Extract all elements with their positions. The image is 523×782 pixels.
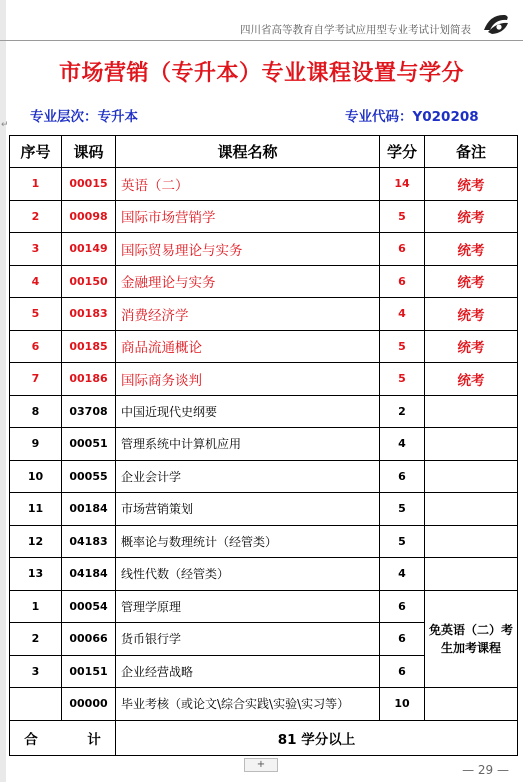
row-course-name: 市场营销策划 bbox=[116, 493, 380, 526]
table-row bbox=[10, 428, 518, 461]
margin-marker: ↵ bbox=[1, 120, 9, 130]
row-credit: 5 bbox=[380, 493, 425, 526]
row-course-name: 线性代数（经管类） bbox=[116, 558, 380, 591]
row-code: 04184 bbox=[62, 558, 116, 591]
row-code: 00149 bbox=[62, 233, 116, 266]
row-code: 00183 bbox=[62, 298, 116, 331]
page-add-tab[interactable]: + bbox=[244, 758, 278, 772]
program-code: 专业代码：Y020208 bbox=[345, 109, 479, 125]
page-number: — 29 — bbox=[462, 763, 509, 777]
row-note: 统考 bbox=[425, 200, 518, 233]
row-credit: 5 bbox=[380, 363, 425, 396]
row-code: 00066 bbox=[62, 623, 116, 656]
row-credit: 6 bbox=[380, 590, 425, 623]
row-course-name: 国际贸易理论与实务 bbox=[116, 233, 380, 266]
table-row bbox=[10, 200, 518, 233]
table-row bbox=[10, 395, 518, 428]
row-note: 统考 bbox=[425, 363, 518, 396]
header-seq: 序号 bbox=[10, 136, 62, 168]
row-code: 00055 bbox=[62, 460, 116, 493]
row-code: 00098 bbox=[62, 200, 116, 233]
row-seq: 2 bbox=[10, 200, 62, 233]
row-note-empty bbox=[425, 688, 518, 721]
table-row bbox=[10, 525, 518, 558]
row-note: 统考 bbox=[425, 265, 518, 298]
row-credit: 4 bbox=[380, 298, 425, 331]
row-note-empty bbox=[425, 460, 518, 493]
row-seq: 12 bbox=[10, 525, 62, 558]
row-note: 统考 bbox=[425, 298, 518, 331]
table-row bbox=[10, 233, 518, 266]
row-seq: 10 bbox=[10, 460, 62, 493]
row-seq: 3 bbox=[10, 233, 62, 266]
row-code: 00000 bbox=[62, 688, 116, 721]
header-course-name: 课程名称 bbox=[116, 136, 380, 168]
row-code: 03708 bbox=[62, 395, 116, 428]
row-course-name: 英语（二） bbox=[116, 168, 380, 201]
row-note-empty bbox=[425, 493, 518, 526]
row-credit: 14 bbox=[380, 168, 425, 201]
row-course-name: 国际市场营销学 bbox=[116, 200, 380, 233]
row-code: 04183 bbox=[62, 525, 116, 558]
row-course-name: 毕业考核（或论文\综合实践\实验\实习等） bbox=[116, 688, 380, 721]
table-row bbox=[10, 460, 518, 493]
row-seq: 7 bbox=[10, 363, 62, 396]
total-label bbox=[10, 720, 116, 755]
table-header-row bbox=[10, 136, 518, 168]
table-row bbox=[10, 558, 518, 591]
running-header-title: 四川省高等教育自学考试应用型专业考试计划简表 bbox=[240, 24, 471, 36]
row-code: 00015 bbox=[62, 168, 116, 201]
row-note-empty bbox=[425, 525, 518, 558]
row-seq: 1 bbox=[10, 590, 62, 623]
row-code: 00054 bbox=[62, 590, 116, 623]
header-credit: 学分 bbox=[380, 136, 425, 168]
row-credit: 2 bbox=[380, 395, 425, 428]
row-course-name: 管理系统中计算机应用 bbox=[116, 428, 380, 461]
row-seq: 2 bbox=[10, 623, 62, 656]
row-note-empty bbox=[425, 428, 518, 461]
header-note: 备注 bbox=[425, 136, 518, 168]
row-course-name: 管理学原理 bbox=[116, 590, 380, 623]
exam-logo-icon bbox=[481, 10, 511, 36]
row-code: 00184 bbox=[62, 493, 116, 526]
row-credit: 6 bbox=[380, 233, 425, 266]
row-seq: 1 bbox=[10, 168, 62, 201]
left-margin-bar bbox=[0, 0, 6, 782]
row-credit: 6 bbox=[380, 655, 425, 688]
row-note-empty bbox=[425, 558, 518, 591]
row-seq: 13 bbox=[10, 558, 62, 591]
row-credit: 10 bbox=[380, 688, 425, 721]
row-code: 00051 bbox=[62, 428, 116, 461]
table-row-thesis bbox=[10, 688, 518, 721]
table-total-row bbox=[10, 720, 518, 755]
row-course-name: 中国近现代史纲要 bbox=[116, 395, 380, 428]
table-row bbox=[10, 493, 518, 526]
program-level: 专业层次：专升本 bbox=[30, 109, 138, 125]
total-label-b: 计 bbox=[87, 731, 101, 748]
row-code: 00150 bbox=[62, 265, 116, 298]
row-course-name: 商品流通概论 bbox=[116, 330, 380, 363]
row-credit: 5 bbox=[380, 525, 425, 558]
total-label-a: 合 bbox=[24, 731, 38, 748]
row-credit: 4 bbox=[380, 428, 425, 461]
row-note: 统考 bbox=[425, 330, 518, 363]
running-header bbox=[0, 0, 523, 41]
row-note: 统考 bbox=[425, 233, 518, 266]
table-row bbox=[10, 330, 518, 363]
row-seq: 4 bbox=[10, 265, 62, 298]
row-seq: 5 bbox=[10, 298, 62, 331]
row-seq: 3 bbox=[10, 655, 62, 688]
row-code: 00185 bbox=[62, 330, 116, 363]
row-note-empty bbox=[425, 395, 518, 428]
row-course-name: 国际商务谈判 bbox=[116, 363, 380, 396]
row-seq: 11 bbox=[10, 493, 62, 526]
table-row bbox=[10, 298, 518, 331]
row-note: 统考 bbox=[425, 168, 518, 201]
row-seq: 9 bbox=[10, 428, 62, 461]
row-credit: 5 bbox=[380, 330, 425, 363]
total-value: 81 学分以上 bbox=[116, 720, 518, 755]
table-row bbox=[10, 363, 518, 396]
row-seq bbox=[10, 688, 62, 721]
course-table bbox=[9, 135, 518, 756]
row-course-name: 货币银行学 bbox=[116, 623, 380, 656]
table-row bbox=[10, 168, 518, 201]
document-title: 市场营销（专升本）专业课程设置与学分 bbox=[58, 61, 464, 86]
row-course-name: 企业会计学 bbox=[116, 460, 380, 493]
row-credit: 6 bbox=[380, 265, 425, 298]
row-credit: 4 bbox=[380, 558, 425, 591]
row-credit: 5 bbox=[380, 200, 425, 233]
course-table-wrapper bbox=[9, 135, 517, 756]
row-credit: 6 bbox=[380, 460, 425, 493]
header-code: 课码 bbox=[62, 136, 116, 168]
row-code: 00186 bbox=[62, 363, 116, 396]
row-credit: 6 bbox=[380, 623, 425, 656]
row-course-name: 概率论与数理统计（经管类） bbox=[116, 525, 380, 558]
exempt-note: 免英语（二）考生加考课程 bbox=[425, 590, 518, 688]
row-seq: 6 bbox=[10, 330, 62, 363]
row-code: 00151 bbox=[62, 655, 116, 688]
row-course-name: 企业经营战略 bbox=[116, 655, 380, 688]
row-seq: 8 bbox=[10, 395, 62, 428]
table-row bbox=[10, 590, 518, 623]
row-course-name: 金融理论与实务 bbox=[116, 265, 380, 298]
table-row bbox=[10, 265, 518, 298]
row-course-name: 消费经济学 bbox=[116, 298, 380, 331]
